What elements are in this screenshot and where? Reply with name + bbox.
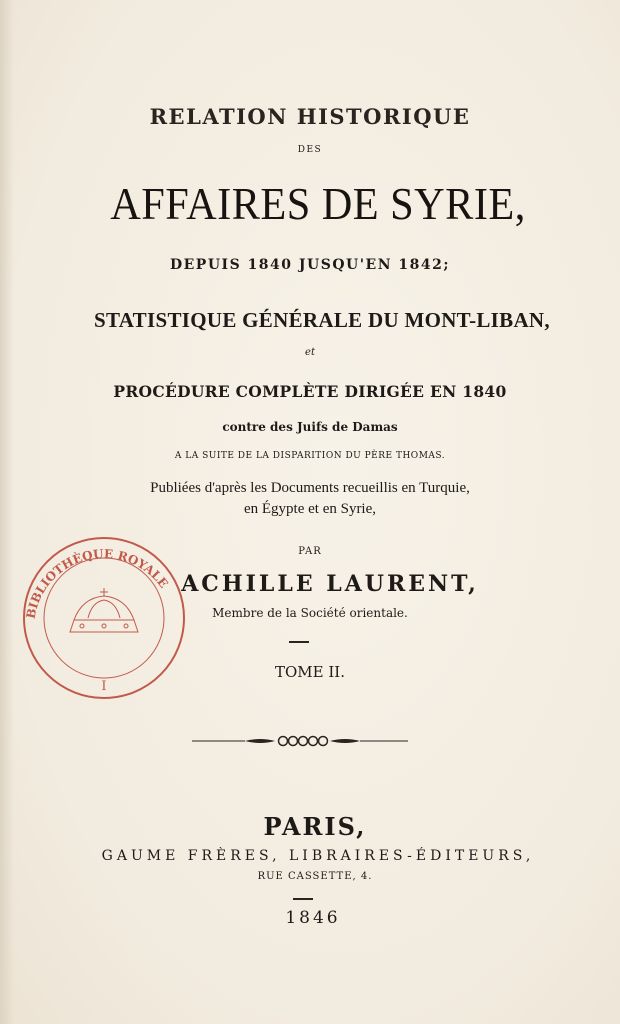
statistique-line: STATISTIQUE GÉNÉRALE DU MONT-LIBAN,	[94, 308, 550, 332]
suite-line: A LA SUITE DE LA DISPARITION DU PÈRE THOMAS.	[174, 451, 446, 461]
short-rule-top	[289, 641, 309, 643]
ornament-divider	[190, 731, 410, 753]
des-line: DES	[297, 145, 323, 155]
publiees-line-1: Publiées d'après les Documents recueillis en Turquie,	[150, 480, 470, 496]
stamp-number: I	[101, 679, 107, 694]
publisher: GAUME FRÈRES, LIBRAIRES-ÉDITEURS,	[101, 848, 535, 864]
stamp-text: BIBLIOTHÈQUE ROYALE	[23, 546, 171, 620]
author-name: ACHILLE LAURENT,	[181, 571, 479, 597]
city: PARIS,	[263, 812, 367, 841]
par-line: PAR	[298, 546, 322, 557]
publiees-line-2: en Égypte et en Syrie,	[243, 501, 377, 517]
short-rule-bottom	[293, 898, 313, 900]
publication-year: 1846	[285, 908, 341, 928]
volume-label: TOME II.	[275, 663, 345, 681]
date-range-line: DEPUIS 1840 JUSQU'EN 1842;	[169, 257, 451, 273]
et-line: et	[305, 347, 315, 358]
library-stamp	[16, 528, 191, 703]
author-affiliation: Membre de la Société orientale.	[212, 606, 408, 620]
procedure-line: PROCÉDURE COMPLÈTE DIRIGÉE EN 1840	[113, 382, 507, 401]
main-title: AFFAIRES DE SYRIE,	[110, 178, 526, 229]
publisher-address: RUE CASSETTE, 4.	[257, 871, 373, 882]
relation-heading: RELATION HISTORIQUE	[149, 104, 471, 129]
contre-line: contre des Juifs de Damas	[222, 420, 398, 434]
